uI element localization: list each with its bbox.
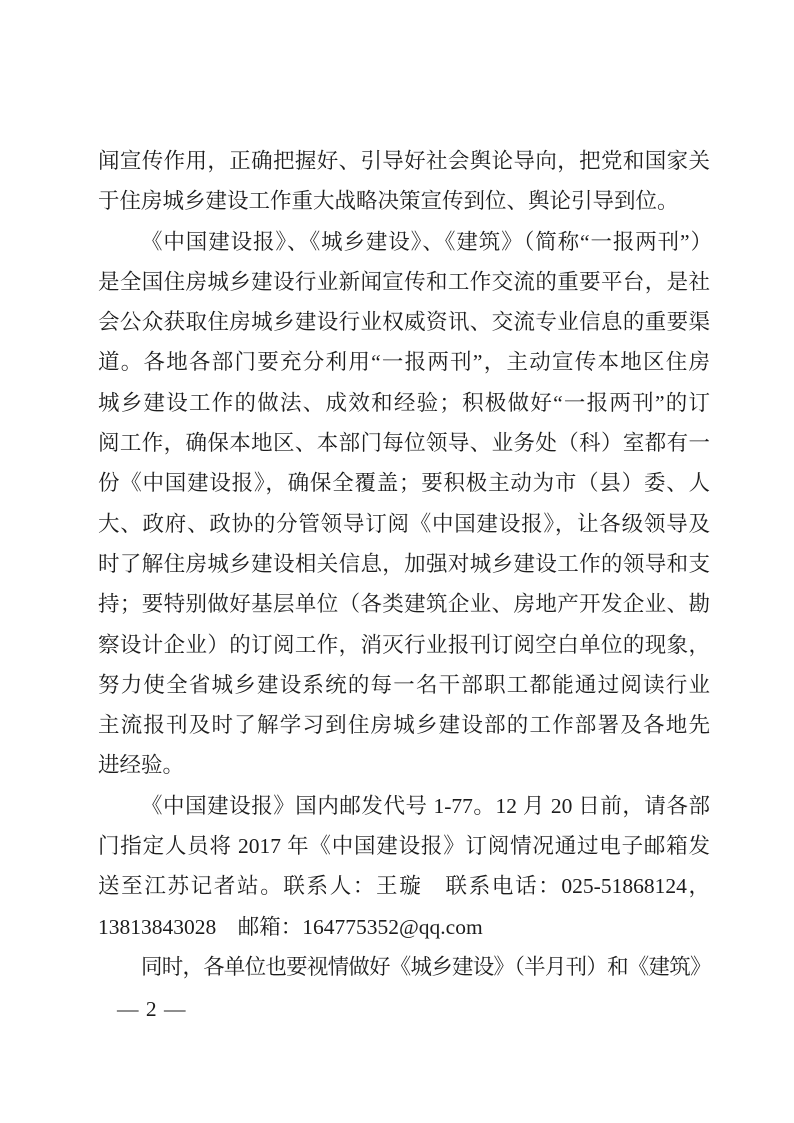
- text-line: 送至江苏记者站。联系人：王璇 联系电话：025-51868124，: [98, 874, 710, 899]
- text-line: 阅工作，确保本地区、本部门每位领导、业务处（科）室都有一: [98, 431, 710, 456]
- text-line: 时了解住房城乡建设相关信息，加强对城乡建设工作的领导和支: [98, 551, 710, 576]
- text-line: 闻宣传作用，正确把握好、引导好社会舆论导向，把党和国家关: [98, 149, 710, 173]
- text-line: 主流报刊及时了解学习到住房城乡建设部的工作部署及各地先: [98, 713, 710, 738]
- text-line: 《中国建设报》、《城乡建设》、《建筑》（简称“一报两刊”）: [141, 229, 710, 254]
- text-line: 持；要特别做好基层单位（各类建筑企业、房地产开发企业、勘: [98, 592, 710, 617]
- text-line: 道。各地各部门要充分利用“一报两刊”，主动宣传本地区住房: [98, 350, 710, 375]
- text-line: 努力使全省城乡建设系统的每一名干部职工都能通过阅读行业: [98, 672, 710, 697]
- text-line: 进经验。: [98, 753, 185, 778]
- text-line: 大、政府、政协的分管领导订阅《中国建设报》，让各级领导及: [98, 511, 710, 536]
- text-line: 城乡建设工作的做法、成效和经验；积极做好“一报两刊”的订: [98, 390, 710, 415]
- text-line: 份《中国建设报》，确保全覆盖；要积极主动为市（县）委、人: [98, 471, 710, 496]
- text-line: 《中国建设报》国内邮发代号 1-77。12 月 20 日前，请各部: [141, 793, 710, 818]
- page-number: — 2 —: [117, 997, 187, 1021]
- text-line: 于住房城乡建设工作重大战略决策宣传到位、舆论引导到位。: [98, 189, 679, 214]
- document-body: [98, 141, 710, 987]
- text-line: 会公众获取住房城乡建设行业权威资讯、交流专业信息的重要渠: [98, 310, 710, 335]
- text-line: 门指定人员将 2017 年《中国建设报》订阅情况通过电子邮箱发: [98, 834, 710, 859]
- text-line: 13813843028 邮箱：164775352@qq.com: [98, 914, 483, 939]
- text-line: 是全国住房城乡建设行业新闻宣传和工作交流的重要平台，是社: [98, 269, 710, 294]
- text-line: 同时，各单位也要视情做好《城乡建设》（半月刊）和《建筑》: [141, 954, 710, 979]
- text-line: 察设计企业）的订阅工作，消灭行业报刊订阅空白单位的现象，: [98, 632, 710, 657]
